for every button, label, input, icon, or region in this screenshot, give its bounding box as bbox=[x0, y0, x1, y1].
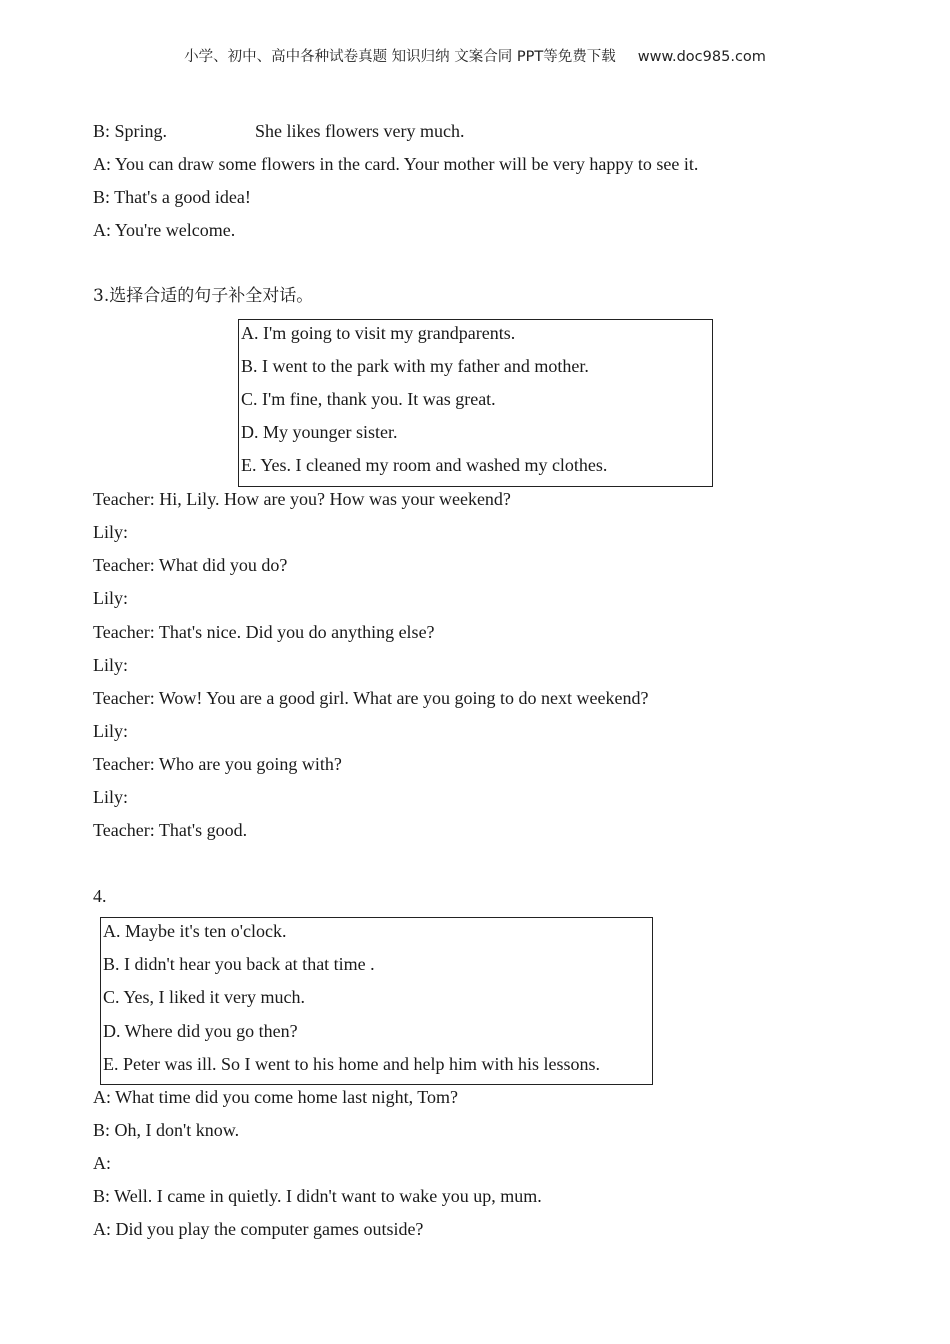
option-d: D. My younger sister. bbox=[241, 422, 398, 442]
dialogue-line: B: Oh, I don't know. bbox=[93, 1120, 240, 1140]
dialogue-line: Lily: bbox=[93, 522, 128, 542]
dialogue-line: Lily: bbox=[93, 655, 128, 675]
option-a: A. Maybe it's ten o'clock. bbox=[103, 921, 287, 941]
dialogue-line bbox=[93, 120, 464, 142]
dialogue-line: A: bbox=[93, 1153, 111, 1173]
dialogue-line: Teacher: Wow! You are a good girl. What are you going to do next weekend? bbox=[93, 688, 649, 708]
dialogue-line: A: You can draw some flowers in the card. Your mother will be very happy to see it. bbox=[93, 154, 699, 174]
option-b: B. I went to the park with my father and mother. bbox=[241, 356, 589, 376]
option-e: E. Yes. I cleaned my room and washed my clothes. bbox=[241, 455, 608, 475]
dialogue-line: A: Did you play the computer games outside? bbox=[93, 1219, 424, 1239]
dialogue-line: Teacher: Hi, Lily. How are you? How was your weekend? bbox=[93, 489, 511, 509]
question-3-title: 3.选择合适的句子补全对话。 bbox=[93, 286, 314, 306]
option-a: A. I'm going to visit my grandparents. bbox=[241, 323, 516, 343]
dialogue-line: Teacher: That's nice. Did you do anything else? bbox=[93, 622, 435, 642]
speaker-answer: B: Spring. bbox=[93, 121, 168, 141]
option-c: C. I'm fine, thank you. It was great. bbox=[241, 389, 496, 409]
dialogue-line: Lily: bbox=[93, 588, 128, 608]
option-e: E. Peter was ill. So I went to his home and help him with his lessons. bbox=[103, 1054, 600, 1074]
question-4-title: 4. bbox=[93, 886, 107, 906]
dialogue-line: Teacher: That's good. bbox=[93, 820, 248, 840]
answer-text: She likes flowers very much. bbox=[255, 121, 465, 141]
dialogue-line: Teacher: Who are you going with? bbox=[93, 754, 342, 774]
dialogue-line: A: You're welcome. bbox=[93, 220, 236, 240]
option-d: D. Where did you go then? bbox=[103, 1021, 298, 1041]
page-header bbox=[0, 45, 950, 66]
q4-options-box bbox=[100, 917, 653, 1085]
q3-options-box bbox=[238, 319, 713, 487]
option-c: C. Yes, I liked it very much. bbox=[103, 987, 305, 1007]
option-b: B. I didn't hear you back at that time . bbox=[103, 954, 375, 974]
header-url[interactable]: www.doc985.com bbox=[637, 49, 766, 65]
dialogue-line: Teacher: What did you do? bbox=[93, 555, 288, 575]
header-text: 小学、初中、高中各种试卷真题 知识归纳 文案合同 PPT等免费下载 bbox=[184, 49, 616, 65]
dialogue-line: B: Well. I came in quietly. I didn't want to wake you up, mum. bbox=[93, 1186, 542, 1206]
dialogue-line: B: That's a good idea! bbox=[93, 187, 251, 207]
dialogue-line: Lily: bbox=[93, 787, 128, 807]
dialogue-line: A: What time did you come home last night, Tom? bbox=[93, 1087, 459, 1107]
dialogue-line: Lily: bbox=[93, 721, 128, 741]
